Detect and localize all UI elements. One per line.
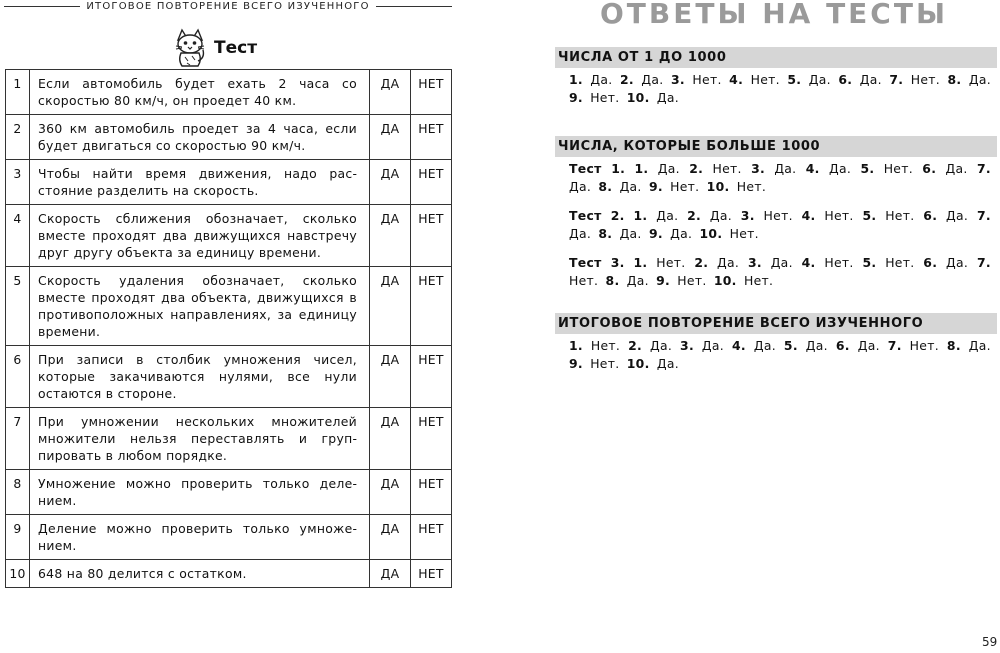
answer-value: Да. [829, 161, 852, 176]
section-answers [555, 157, 997, 290]
running-head [4, 0, 452, 12]
question-text: При записи в столбик умножения чисел, которые закачиваются нулями, все нули остаются в стороне. [30, 346, 370, 408]
answer-line [555, 251, 997, 290]
answer-value: Нет. [824, 208, 854, 223]
answer-number: 5. [862, 208, 877, 223]
answer-number: 5. [783, 338, 798, 353]
answer-value: Да. [701, 338, 725, 353]
test-title: Тест [214, 38, 258, 58]
answer-line [555, 204, 997, 243]
answer-yes: ДА [370, 346, 411, 408]
answer-number: 7. [976, 161, 991, 176]
answer-value: Нет. [885, 255, 915, 270]
answer-number: 2. [628, 338, 643, 353]
answer-value: Да. [709, 208, 732, 223]
page-number: 59 [982, 635, 998, 649]
answer-value: Нет. [743, 273, 774, 288]
question-number: 6 [6, 346, 30, 408]
answer-value: Нет. [590, 338, 621, 353]
table-row [6, 267, 452, 346]
answer-yes: ДА [370, 70, 411, 115]
answer-number: 8. [947, 72, 962, 87]
answer-yes: ДА [370, 560, 411, 588]
table-row [6, 160, 452, 205]
answer-value: Да. [626, 273, 649, 288]
answer-value: Да. [859, 72, 882, 87]
answer-no: НЕТ [411, 70, 452, 115]
answer-value: Да. [946, 255, 969, 270]
answer-no: НЕТ [411, 515, 452, 560]
answer-yes: ДА [370, 267, 411, 346]
answer-number: 9. [648, 179, 663, 194]
answer-no: НЕТ [411, 408, 452, 470]
answer-yes: ДА [370, 408, 411, 470]
answer-no: НЕТ [411, 470, 452, 515]
answer-number: 3. [671, 72, 685, 87]
answer-value: Да. [774, 161, 797, 176]
table-row [6, 515, 452, 560]
answers-title: ОТВЕТЫ НА ТЕСТЫ [600, 0, 948, 30]
answer-value: Да. [946, 208, 969, 223]
answer-value: Нет. [670, 179, 700, 194]
answer-number: 8. [605, 273, 620, 288]
answer-number: 9. [569, 356, 583, 371]
question-number: 4 [6, 205, 30, 267]
test-label: Тест 1. [569, 161, 626, 176]
answer-value: Нет. [736, 179, 767, 194]
answer-value: Да. [753, 338, 776, 353]
answer-number: 10. [706, 179, 730, 194]
answer-line [555, 334, 997, 373]
answer-value: Нет. [909, 338, 939, 353]
answer-number: 1. [633, 208, 648, 223]
question-text: 648 на 80 делится с остатком. [30, 560, 370, 588]
answer-value: Нет. [763, 208, 793, 223]
answer-no: НЕТ [411, 115, 452, 160]
answer-value: Да. [569, 179, 592, 194]
answer-value: Да. [808, 72, 831, 87]
answer-value: Нет. [590, 356, 620, 371]
answer-number: 4. [801, 208, 816, 223]
answer-number: 1. [634, 161, 649, 176]
answer-number: 7. [887, 338, 902, 353]
answer-number: 3. [740, 208, 755, 223]
answer-number: 2. [687, 208, 702, 223]
answer-value: Да. [945, 161, 968, 176]
answer-value: Нет. [885, 208, 915, 223]
answer-yes: ДА [370, 160, 411, 205]
running-head-rule-left [4, 6, 80, 7]
answer-number: 2. [689, 161, 704, 176]
question-text: Умножение можно проверить только делением. [30, 470, 370, 515]
answer-yes: ДА [370, 515, 411, 560]
answer-number: 9. [648, 226, 663, 241]
question-number: 5 [6, 267, 30, 346]
answer-number: 9. [569, 90, 583, 105]
answer-no: НЕТ [411, 560, 452, 588]
question-text: Скорость удаления обозначает, сколько вместе проходят два объекта, движущихся в противоположных направлениях, за единицу времени. [30, 267, 370, 346]
answer-number: 8. [946, 338, 961, 353]
answer-number: 10. [699, 226, 723, 241]
answer-number: 1. [569, 338, 583, 353]
table-row [6, 470, 452, 515]
answer-number: 6. [838, 72, 853, 87]
answer-number: 8. [598, 179, 613, 194]
answer-value: Да. [717, 255, 740, 270]
table-row [6, 346, 452, 408]
question-text: Деление можно проверить только умножением. [30, 515, 370, 560]
answer-number: 5. [787, 72, 802, 87]
question-text: Скорость сближения обозначает, сколько вместе проходят два движущихся навстречу друг другу объекта за единицу времени. [30, 205, 370, 267]
answer-value: Да. [968, 338, 991, 353]
section-heading: ЧИСЛА, КОТОРЫЕ БОЛЬШЕ 1000 [555, 136, 997, 157]
answer-number: 5. [862, 255, 877, 270]
answer-value: Нет. [656, 255, 686, 270]
answer-number: 6. [835, 338, 850, 353]
section-answers [555, 68, 997, 107]
question-number: 2 [6, 115, 30, 160]
answer-number: 5. [860, 161, 875, 176]
answer-value: Да. [670, 226, 693, 241]
table-row [6, 115, 452, 160]
answer-value: Нет. [883, 161, 913, 176]
answer-yes: ДА [370, 115, 411, 160]
answer-number: 2. [694, 255, 709, 270]
table-row [6, 70, 452, 115]
test-label: Тест 3. [569, 255, 625, 270]
answer-value: Да. [857, 338, 880, 353]
answer-number: 10. [626, 356, 650, 371]
cat-mascot-icon [172, 28, 208, 68]
answer-no: НЕТ [411, 346, 452, 408]
question-text: При умножении нескольких множителей множители нельзя переставлять и группировать в любом порядке. [30, 408, 370, 470]
answer-number: 4. [805, 161, 820, 176]
answer-value: Да. [656, 90, 679, 105]
answer-yes: ДА [370, 205, 411, 267]
running-head-text: ИТОГОВОЕ ПОВТОРЕНИЕ ВСЕГО ИЗУЧЕННОГО [86, 0, 370, 12]
question-number: 7 [6, 408, 30, 470]
answer-value: Нет. [824, 255, 854, 270]
answer-value: Да. [656, 356, 679, 371]
answer-value: Да. [805, 338, 828, 353]
answer-number: 3. [751, 161, 765, 176]
answer-number: 6. [922, 161, 937, 176]
question-number: 3 [6, 160, 30, 205]
answer-number: 6. [923, 208, 938, 223]
question-text: Чтобы найти время движения, надо расстояние разделить на скорость. [30, 160, 370, 205]
answer-number: 3. [747, 255, 762, 270]
table-row [6, 560, 452, 588]
section-heading: ЧИСЛА ОТ 1 ДО 1000 [555, 47, 997, 68]
test-table [5, 69, 452, 588]
answer-value: Да. [590, 72, 613, 87]
answer-yes: ДА [370, 470, 411, 515]
answer-value: Да. [619, 179, 642, 194]
answer-value: Да. [657, 161, 680, 176]
answer-number: 7. [889, 72, 904, 87]
question-number: 8 [6, 470, 30, 515]
answer-value: Нет. [712, 161, 742, 176]
question-number: 10 [6, 560, 30, 588]
answer-number: 8. [598, 226, 613, 241]
test-label: Тест 2. [569, 208, 625, 223]
answer-value: Нет. [677, 273, 707, 288]
question-number: 1 [6, 70, 30, 115]
running-head-rule-right [376, 6, 452, 7]
question-number: 9 [6, 515, 30, 560]
question-text: 360 км автомобиль проедет за 4 часа, если будет двигаться со скоростью 90 км/ч. [30, 115, 370, 160]
answer-number: 10. [713, 273, 737, 288]
answer-number: 10. [626, 90, 650, 105]
answer-number: 4. [801, 255, 816, 270]
answer-number: 7. [976, 255, 991, 270]
answer-no: НЕТ [411, 160, 452, 205]
section-heading: ИТОГОВОЕ ПОВТОРЕНИЕ ВСЕГО ИЗУЧЕННОГО [555, 313, 997, 334]
section-final-review [555, 313, 997, 373]
section-numbers-over-1000 [555, 136, 997, 290]
answer-number: 7. [976, 208, 991, 223]
answer-value: Да. [649, 338, 673, 353]
answer-value: Да. [968, 72, 992, 87]
answer-number: 1. [569, 72, 583, 87]
answer-value: Да. [619, 226, 642, 241]
test-table-body [6, 70, 452, 588]
answer-line [555, 157, 997, 196]
answer-value: Нет. [750, 72, 780, 87]
answer-value: Да. [569, 226, 592, 241]
answer-number: 6. [923, 255, 938, 270]
section-numbers-to-1000 [555, 47, 997, 107]
answer-value: Да. [770, 255, 793, 270]
answer-value: Нет. [590, 90, 620, 105]
answer-value: Нет. [729, 226, 759, 241]
answer-number: 4. [729, 72, 744, 87]
question-text: Если автомобиль будет ехать 2 часа со скоростью 80 км/ч, он проедет 40 км. [30, 70, 370, 115]
answer-number: 4. [731, 338, 746, 353]
answer-number: 9. [656, 273, 671, 288]
answer-no: НЕТ [411, 267, 452, 346]
answer-value: Нет. [569, 273, 599, 288]
answer-no: НЕТ [411, 205, 452, 267]
answer-value: Да. [656, 208, 679, 223]
table-row [6, 408, 452, 470]
answer-value: Нет. [910, 72, 941, 87]
answer-number: 2. [620, 72, 634, 87]
answer-number: 3. [680, 338, 694, 353]
answer-number: 1. [633, 255, 648, 270]
table-row [6, 205, 452, 267]
answer-line [555, 68, 997, 107]
answer-value: Да. [641, 72, 664, 87]
section-answers [555, 334, 997, 373]
answer-value: Нет. [692, 72, 722, 87]
test-heading [172, 28, 257, 68]
